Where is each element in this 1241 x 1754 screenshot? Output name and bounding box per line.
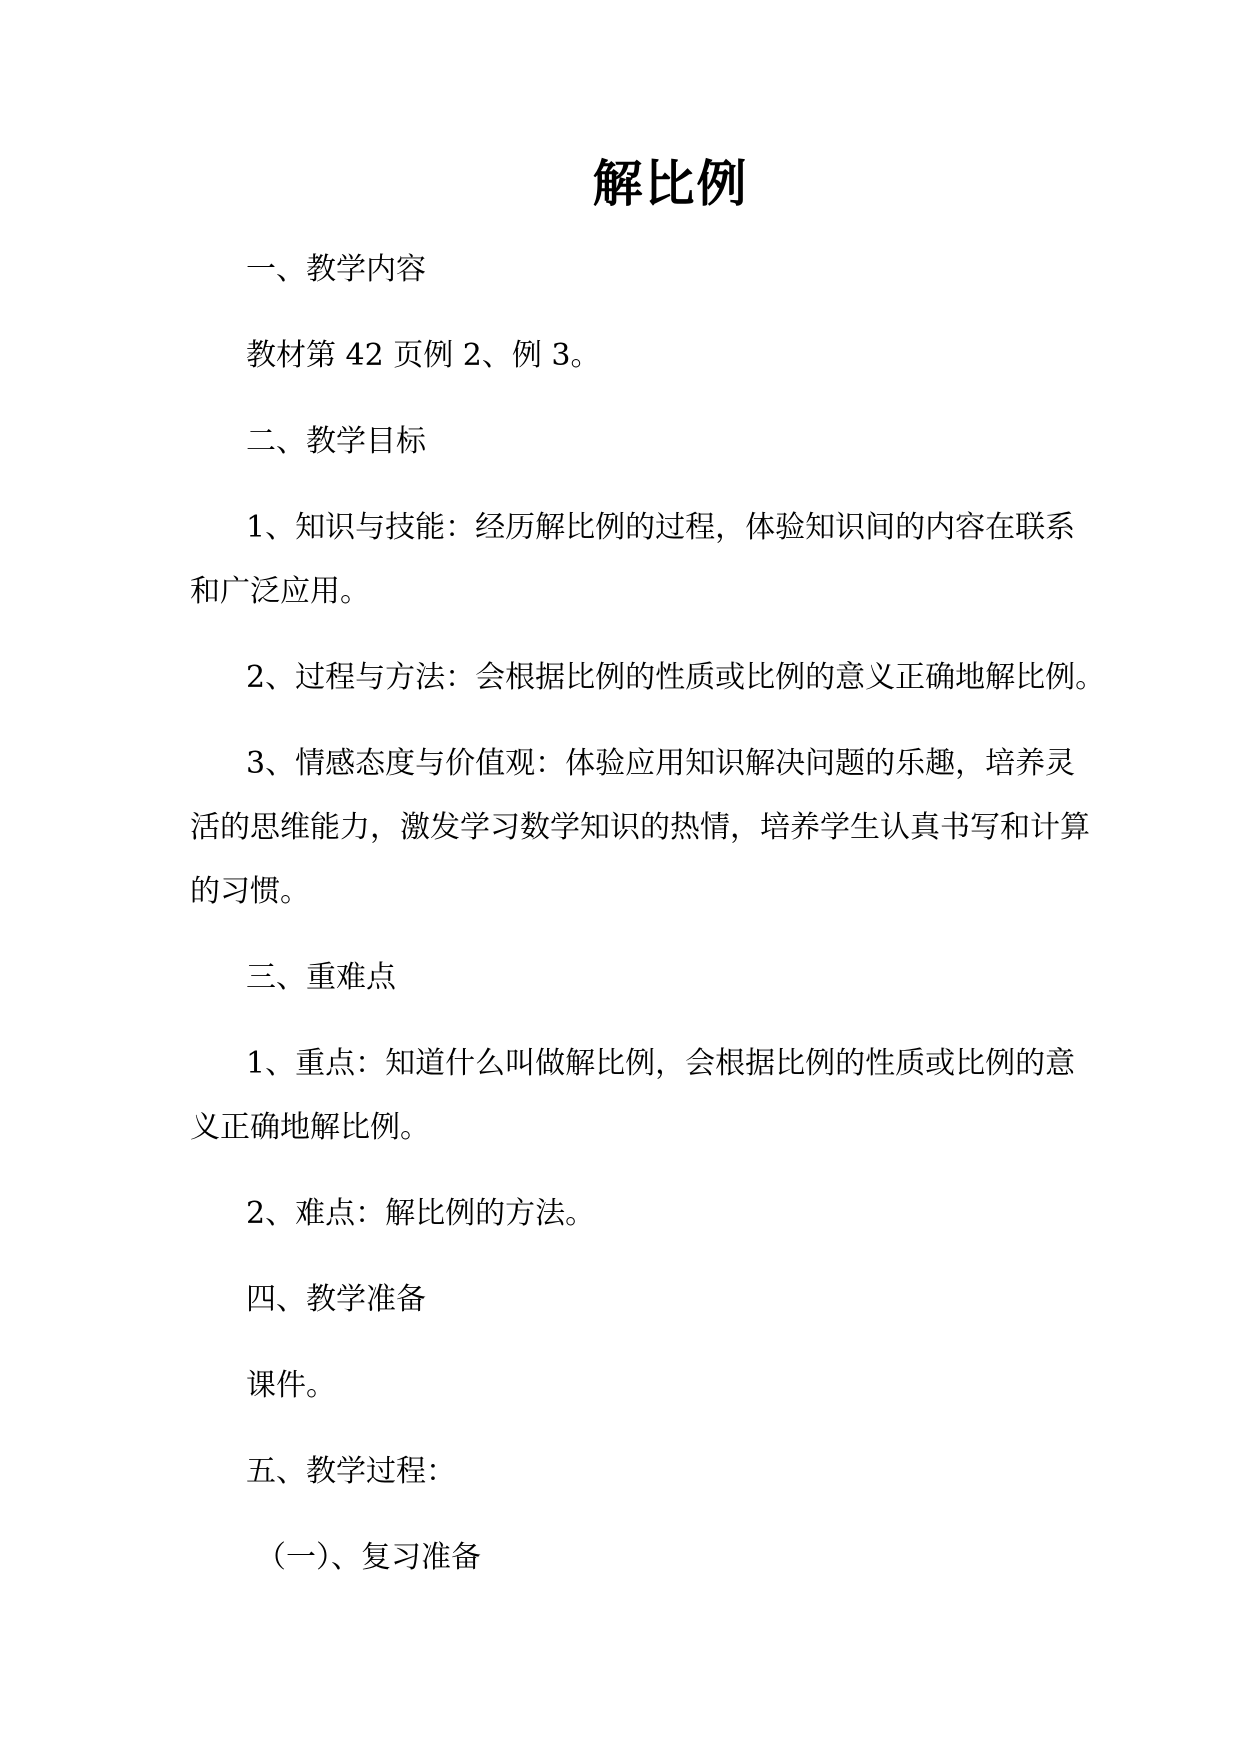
paragraph-material: 教材第 42 页例 2、例 3。 <box>246 338 601 373</box>
paragraph-preparation: 课件。 <box>246 1368 336 1403</box>
paragraph-goal-1: 1、知识与技能：经历解比例的过程，体验知识间的内容在联系 <box>246 510 1076 545</box>
paragraph-goal-2: 2、过程与方法：会根据比例的性质或比例的意义正确地解比例。 <box>246 660 1106 695</box>
section-heading-preparation: 四、教学准备 <box>246 1282 426 1317</box>
paragraph-key-point-1: 1、重点：知道什么叫做解比例，会根据比例的性质或比例的意 <box>246 1046 1076 1081</box>
section-heading-key-points: 三、重难点 <box>246 960 396 995</box>
paragraph-key-point-1-cont: 义正确地解比例。 <box>190 1110 430 1145</box>
document-title: 解比例 <box>592 155 749 213</box>
paragraph-key-point-2: 2、难点：解比例的方法。 <box>246 1196 596 1231</box>
subsection-heading-review: （一）、复习准备 <box>256 1540 481 1575</box>
section-heading-goals: 二、教学目标 <box>246 424 426 459</box>
section-heading-process: 五、教学过程： <box>246 1454 456 1489</box>
paragraph-goal-1-cont: 和广泛应用。 <box>190 574 370 609</box>
section-heading-content: 一、教学内容 <box>246 252 426 287</box>
paragraph-goal-3-end: 的习惯。 <box>190 874 310 909</box>
paragraph-goal-3: 3、情感态度与价值观：体验应用知识解决问题的乐趣，培养灵 <box>246 746 1076 781</box>
paragraph-goal-3-cont: 活的思维能力，激发学习数学知识的热情，培养学生认真书写和计算 <box>190 810 1090 845</box>
